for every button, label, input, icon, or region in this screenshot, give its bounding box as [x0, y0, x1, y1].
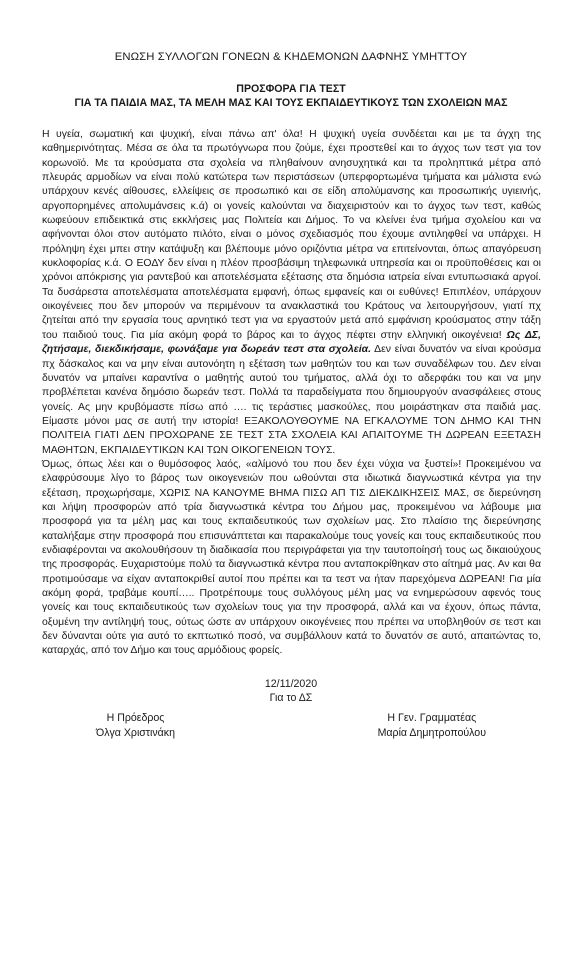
paragraph-1-bold-statement: Ως ΔΣ, ζητήσαμε, διεκδικήσαμε, φωνάξαμε για δωρεάν τεστ στα σχολεία. [42, 329, 541, 356]
paragraph-1-text-start: Η υγεία, σωματική και ψυχική, είναι πάνω απ' όλα! Η ψυχική υγεία συνδέεται και με τα άγχη της καθημερινότητας. Μέσα σε όλα τα πρωτόγνωρα που ζούμε, έχει προστεθεί και το άγχος των τεστ για τον κορωνοϊό. Με τα κρούσματα στα σχολεία να πληθαίνουν ανησυχητικά και τα προληπτικά μέτρα από πλευράς αρμοδίων να είναι πολύ κατώτερα των περιστάσεων (υπερφορτωμένα τμήματα και μάλιστα ενώ υπάρχουν κενές αίθουσες, ελλείψεις σε προσωπικό και σε είδη απολύμανσης και προσωπικής υγιεινής, αργοπορημένες απολυμάνσεις κ.ά) οι γονείς καλούνται να διαχειριστούν και το άγχος των τεστ, καθώς κωφεύουν επιδεικτικά στις εκκλήσεις μας Πολιτεία και Δήμος. Το να κλείνει ένα τμήμα σχολείου και να αφήνονται όλοι στον αυτόματο πιλότο, είναι ο μόνος σχεδιασμός που έχουμε αντιληφθεί να υπάρχει. Η πρόληψη έχει μπει στην κατάψυξη και βλέπουμε μόνο οριζόντια μέτρα να επιτείνονται, όπως απαγόρευση κυκλοφορίας κ.ά. Ο ΕΟΔΥ δεν είναι η πλέον προσβάσιμη τηλεφωνικά υπηρεσία και οι προϋποθέσεις και οι χρόνοι απόκρισης για ραντεβού και αποτελέσματα εξέτασης στα δημόσια ιατρεία είναι εντυπωσιακά αργοί. Τα δυσάρεστα αποτελέσματα αποτελέσματα εμφανή, όπως εμφανείς και οι ευθύνες! Επιπλέον, υπάρχουν οικογένειες που δεν μπορούν να περιμένουν τα ανακλαστικά του Κράτους να λειτουργήσουν, γιατί πχ ζητείται από την εργασία τους αρνητικό τεστ για να εργαστούν μετά από εμφάνιση κρούσματος στην τάξη του παιδιού τους. Για μία ακόμη φορά το βάρος και το άγχος πέφτει στην ελληνική οικογένεια! [42, 129, 541, 341]
organization-name: ΕΝΩΣΗ ΣΥΛΛΟΓΩΝ ΓΟΝΕΩΝ & ΚΗΔΕΜΟΝΩΝ ΔΑΦΝΗΣ ΥΜΗΤΤΟΥ [114, 51, 468, 63]
secretary-name: Μαρία Δημητροπούλου [377, 726, 486, 739]
document-date: 12/11/2020 [264, 677, 318, 690]
secretary-role: Η Γεν. Γραμματέας [387, 711, 477, 724]
paragraph-1-text-end: Δεν είναι δυνατόν να είναι κρούσμα πχ δάσκαλος και να μην είναι αυτονόητη η εξέταση των μαθητών του και των συναδέλφων του. Δεν είναι δυνατόν να μπαίνει καραντίνα ο μαθητής αυτού του τμήματος, αλλά όχι το αδερφάκι του και να μην προβλέπεται κανένα δημόσιο δωρεάν τεστ. Πολλά τα παραδείγματα που δημιουργούν ανασφάλειες στους γονείς. Ας μην κρυβόμαστε πίσω από …. τις τεράστιες μασκούλες, που μοιράστηκαν στα παιδιά μας. Είμαστε μόνοι μας σε αυτή την ιστορία! ΕΞΑΚΟΛΟΥΘΟΥΜΕ ΝΑ ΕΓΚΑΛΟΥΜΕ ΤΟΝ ΔΗΜΟ ΚΑΙ ΤΗΝ ΠΟΛΙΤΕΙΑ ΓΙΑΤΙ ΔΕΝ ΠΡΟΧΩΡΑΝΕ ΣΕ ΤΕΣΤ ΣΤΑ ΣΧΟΛΕΙΑ ΚΑΙ ΑΠΑΙΤΟΥΜΕ ΤΗ ΔΩΡΕΑΝ ΕΞΕΤΑΣΗ ΜΑΘΗΤΩΝ, ΕΚΠΑΙΔΕΥΤΙΚΩΝ ΚΑΙ ΤΩΝ ΟΙΚΟΓΕΝΕΙΩΝ ΤΟΥΣ. [42, 344, 541, 456]
document-subtitle: ΓΙΑ ΤΑ ΠΑΙΔΙΑ ΜΑΣ, ΤΑ ΜΕΛΗ ΜΑΣ ΚΑΙ ΤΟΥΣ ΕΚΠΑΙΔΕΥΤΙΚΟΥΣ ΤΩΝ ΣΧΟΛΕΙΩΝ ΜΑΣ [74, 97, 508, 109]
body-paragraph-2: Όμως, όπως λέει και ο θυμόσοφος λαός, «αλίμονό του που δεν έχει νύχια να ξυστεί»! Προκειμένου να ελαφρύσουμε λίγο το βάρος των οικογενειών που ωθούνται στα ιδιωτικά διαγνωστικά κέντρα για την εξέταση, προχωρήσαμε, ΧΩΡΙΣ ΝΑ ΚΑΝΟΥΜΕ ΒΗΜΑ ΠΙΣΩ ΑΠ ΤΙΣ ΔΙΕΚΔΙΚΗΣΕΙΣ ΜΑΣ, σε διερεύνηση και λήψη προσφορών από τρία διαγνωστικά κέντρα του Δήμου μας, προκειμένου να λάβουμε μια προσφορά για τα μέλη μας και τους εκπαιδευτικούς των σχολείων μας. Στο πλαίσιο της διερεύνησης καταλήξαμε στην προσφορά που επισυνάπτεται και παρακαλούμε τους γονείς και τους εκπαιδευτικούς που ενδιαφέρονται να ακολουθήσουν τη διαδικασία που περιγράφεται για την ταυτοποίησή τους ως δικαιούχους της προσφοράς. Ευχαριστούμε πολύ τα διαγνωστικά κέντρα που ανταποκρίθηκαν στο αίτημά μας. Αν και θα προτιμούσαμε να είχαν ανταποκριθεί αυτοί που πρέπει και τα τεστ να ήταν παρεχόμενα ΔΩΡΕΑΝ! Για μία ακόμη φορά, τραβάμε κουπί….. Προτρέπουμε τους συλλόγους μέλη μας να ενημερώσουν αφενός τους γονείς και τους εκπαιδευτικούς των σχολείων τους για την προσφορά, αλλά και να έχουν, όπως πάντα, οξυμένη την αντίληψή τους, ούτως ώστε αν υπάρχουν οικογένειες που πρέπει να υποβληθούν σε τεστ και δεν δύνανται ούτε για αυτό το εκπτωτικό ποσό, να συμβάλλουν κατά το δυνατόν σε αυτό, απαιτώντας το, καταρχάς, από τον Δήμο και τους αρμόδιους φορείς. [42, 458, 541, 657]
president-role: Η Πρόεδρος [106, 711, 165, 724]
date-block [40, 677, 542, 705]
document-title: ΠΡΟΣΦΟΡΑ ΓΙΑ ΤΕΣΤ [236, 83, 346, 95]
secretary-signature [378, 711, 486, 741]
body-paragraph-1 [40, 128, 542, 458]
signatures [40, 711, 542, 741]
on-behalf-label: Για το ΔΣ [269, 691, 313, 704]
president-name: Όλγα Χριστινάκη [96, 726, 175, 739]
president-signature [96, 711, 175, 741]
